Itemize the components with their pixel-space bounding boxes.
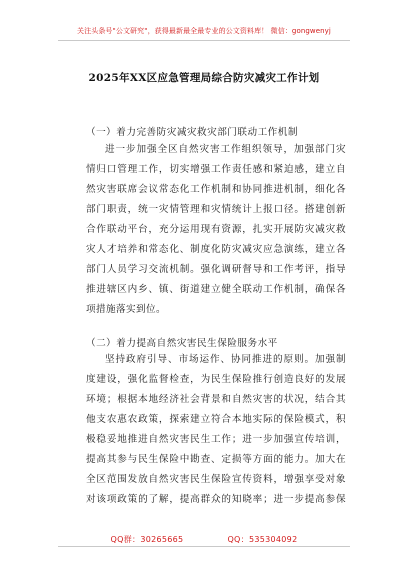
footer-divider [58,546,350,547]
paragraph-line: 情归口管理工作，切实增强工作责任感和紧迫感，建立自 [86,164,346,175]
header-divider [58,40,350,41]
section-heading-1: （一）着力完善防灾减灾救灾部门联动工作机制 [86,127,298,138]
footer-qq-group: QQ群：30265665 [110,535,184,544]
section-paragraph-2 [86,350,346,510]
paragraph-line: 他支农惠农政策，探索建立符合本地实际的保险模式，积 [86,414,346,425]
paragraph-line: 提高其参与民生保险中勘查、定损等方面的能力。加大在 [86,454,346,465]
paragraph-line: 极稳妥地推进自然灾害民生工作；进一步加强宣传培训， [86,434,346,445]
paragraph-line: 度建设，强化监督检查，为民生保险推行创造良好的发展 [86,374,346,385]
paragraph-line: 灾人才培养和常态化、制度化防灾减灾应急演练，建立各 [86,244,346,255]
document-title: 2025年XX区应急管理局综合防灾减灾工作计划 [88,72,320,84]
paragraph-line: 合作联动平台，充分运用现有资源，扎实开展防灾减灾救 [86,224,346,235]
footer-qq: QQ：535304092 [227,535,298,544]
section-heading-2: （二）着力提高自然灾害民生保险服务水平 [86,338,278,349]
header-banner: 关注头条号"公文研究"，获得最新最全最专业的公文资料库！ 微信：gongwenyj [77,27,331,35]
paragraph-line: 部门人员学习交流机制。强化调研督导和工作考评，指导 [86,264,346,275]
section-paragraph-1 [86,140,346,320]
paragraph-line: 对该项政策的了解，提高群众的知晓率；进一步提高参保 [86,494,346,505]
paragraph-line: 环境；根据本地经济社会背景和自然灾害的状况，结合其 [86,394,346,405]
paragraph-line: 推进辖区内乡、镇、街道建立健全联动工作机制，确保各 [86,284,346,295]
paragraph-line: 项措施落实到位。 [86,304,166,315]
footer-contact [0,534,408,545]
paragraph-line: 坚持政府引导、市场运作、协同推进的原则。加强制 [105,354,346,365]
paragraph-line: 全区范围发放自然灾害民生保险宣传资料，增强享受对象 [86,474,346,485]
paragraph-line: 部门职责，统一灾情管理和灾情统计上报口径。搭建创新 [86,204,346,215]
paragraph-line: 进一步加强全区自然灾害工作组织领导，加强部门灾 [105,144,346,155]
paragraph-line: 然灾害联席会议常态化工作机制和协同推进机制，细化各 [86,184,346,195]
